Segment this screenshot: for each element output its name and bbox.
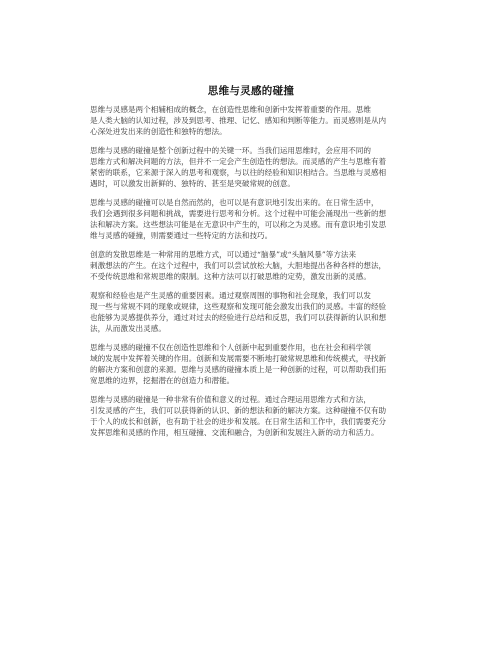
paragraph-line: 引发灵感的产生，我们可以获得新的认识、新的想法和新的解决方案。这种碰撞不仅有助 <box>90 405 387 415</box>
paragraph-line: 创意的发散思维是一种常用的思维方式，可以通过“脑暴”或“头脑风暴”等方法来 <box>90 249 357 259</box>
paragraph-line: 思维与灵感的碰撞是整个创新过程中的关键一环。当我们运用思维时，会应用不同的 <box>90 145 371 155</box>
paragraph-line: 心深处迸发出来的创造性和独特的想法。 <box>90 127 227 137</box>
paragraph-6 <box>90 342 420 387</box>
paragraph-line: 法，从而激发出灵感。 <box>90 324 166 334</box>
paragraph-line: 于个人的成长和创新，也有助于社会的进步和发展。在日常生活和工作中，我们需要充分 <box>90 417 387 426</box>
paragraph-line: 遇时，可以激发出新鲜的、独特的、甚至是突破常规的创意。 <box>90 179 296 189</box>
paragraph-3 <box>90 197 420 242</box>
paragraph-line: 我们会遇到很多问题和挑战，需要进行思考和分析。这个过程中可能会涌现出一些新的想 <box>90 209 387 218</box>
paragraph-line: 法和解决方案。这些想法可能是在无意识中产生的，可以称之为灵感。而有意识地引发思 <box>90 220 387 230</box>
paragraph-5 <box>90 290 420 335</box>
paragraph-line: 思维与灵感是两个相辅相成的概念，在创造性思维和创新中发挥着重要的作用。思维 <box>90 105 371 114</box>
paragraph-line: 是人类大脑的认知过程，涉及到思考、推理、记忆、感知和判断等能力。而灵感则是从内 <box>90 116 387 126</box>
paragraph-line: 域的发展中发挥着关键的作用。创新和发展需要不断地打破常规思维和传统模式，寻找新 <box>90 353 387 363</box>
paragraph-7 <box>90 394 420 439</box>
paragraph-line: 不受传统思维和常规思维的限制。这种方法可以打破思维的定势，激发出新的灵感。 <box>90 272 371 282</box>
paragraph-line: 发挥思维和灵感的作用，相互碰撞、交流和融合，为创新和发展注入新的动力和活力。 <box>90 428 379 438</box>
paragraph-line: 思维方式和解决问题的方法，但并不一定会产生创造性的想法。而灵感的产生与思维有着 <box>90 157 387 166</box>
paragraph-line: 维与灵感的碰撞，则需要通过一些特定的方法和技巧。 <box>90 231 273 241</box>
paragraph-line: 观察和经验也是产生灵感的重要因素。通过观察周围的事物和社会现象，我们可以发 <box>90 290 371 300</box>
document-body <box>90 104 420 446</box>
paragraph-line: 宽思维的边界，挖掘潜在的创造力和潜能。 <box>90 376 235 386</box>
paragraph-line: 思维与灵感的碰撞可以是自然而然的，也可以是有意识地引发出来的。在日常生活中， <box>90 197 379 207</box>
paragraph-2 <box>90 145 420 190</box>
paragraph-line: 紧密的联系，它来源于深入的思考和观察，与以往的经验和知识相结合。当思维与灵感相 <box>90 168 387 178</box>
paragraph-4 <box>90 249 420 283</box>
paragraph-line: 也能够为灵感提供养分，通过对过去的经验进行总结和反思，我们可以获得新的认识和想 <box>90 313 387 322</box>
paragraph-1 <box>90 104 420 138</box>
paragraph-line: 现一些与常规不同的现象或规律，这些观察和发现可能会激发出我们的灵感。丰富的经验 <box>90 301 387 311</box>
paragraph-line: 的解决方案和创意的来源。思维与灵感的碰撞本质上是一种创新的过程，可以帮助我们拓 <box>90 365 387 374</box>
document-title: 思维与灵感的碰撞 <box>207 85 295 97</box>
paragraph-line: 思维与灵感的碰撞不仅在创造性思维和个人创新中起到重要作用，也在社会和科学领 <box>90 342 371 352</box>
paragraph-line: 思维与灵感的碰撞是一种非常有价值和意义的过程。通过合理运用思维方式和方法， <box>90 394 371 404</box>
paragraph-line: 刺激想法的产生。在这个过程中，我们可以尝试放松大脑，大胆地提出各种各样的想法， <box>90 261 387 270</box>
